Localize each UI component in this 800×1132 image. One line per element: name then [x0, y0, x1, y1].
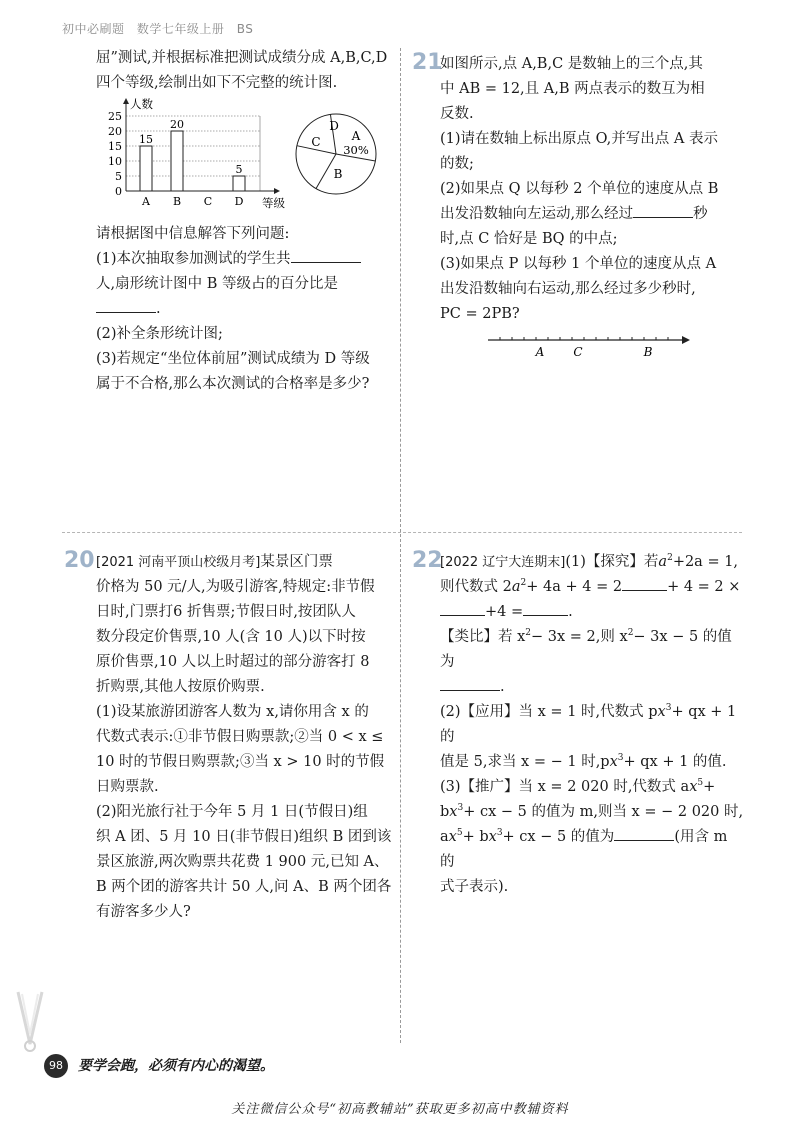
footer-ad: 关注微信公众号“初高教辅站”获取更多初高中教辅资料: [231, 1102, 569, 1117]
column-divider: [400, 48, 401, 1043]
q21-line1: 如图所示,点 A,B,C 是数轴上的三个点,其: [440, 56, 703, 72]
bar-chart-bar: [140, 146, 152, 191]
page-number: 98: [44, 1054, 68, 1078]
q21-part3-line1: (3)如果点 P 以每秒 1 个单位的速度从点 A: [440, 256, 717, 272]
q19-questions: [96, 222, 396, 397]
q20-line1: [2021 河南平顶山校级月考]某景区门票: [96, 554, 333, 570]
tweezers-decoration-icon: [14, 990, 48, 1054]
q20-part1-line4: 日购票款.: [96, 779, 159, 795]
bar-chart-value-label: 20: [170, 118, 184, 131]
question-21: [440, 52, 740, 327]
q19-part1-line2: 人,扇形统计图中 B 等级占的百分比是: [96, 276, 338, 292]
q21-line2: 中 AB = 12,且 A,B 两点表示的数互为相: [440, 81, 705, 97]
q22-line3: +4 = .: [440, 600, 744, 625]
q21-part2-line2: 出发沿数轴向左运动,那么经过 秒: [440, 202, 740, 227]
q20-part1-line1: (1)设某旅游团游客人数为 x,请你用含 x 的: [96, 704, 369, 720]
q22-blank-5[interactable]: [614, 826, 674, 841]
question-20: [96, 550, 398, 925]
q22-blank-2[interactable]: [440, 601, 485, 616]
bar-chart-ytick-label: 20: [108, 125, 122, 138]
q19-part1-line1: (1)本次抽取参加测试的学生共: [96, 247, 396, 272]
q22-line2: 则代数式 $2a^2+ 4a + 4 = 2 + 4 = 2$ ×: [440, 575, 744, 600]
q19-prompt: 请根据图中信息解答下列问题:: [96, 226, 290, 242]
pie-chart-slice-label: C: [311, 135, 321, 149]
q19-part1-line3: .: [96, 297, 396, 322]
bar-chart-x-arrow: [274, 188, 280, 194]
numberline-label-c: C: [573, 345, 583, 359]
q22-blank-1[interactable]: [622, 576, 667, 591]
q20-line4: 数分段定价售票,10 人(含 10 人)以下时按: [96, 629, 366, 645]
q22-line10: $ax^5+ bx^3+$ cx − 5 的值为 (用含 m 的: [440, 825, 744, 875]
q22-line5: .: [440, 675, 744, 700]
bar-chart: [96, 96, 296, 212]
q19-answer-blank-2[interactable]: [96, 298, 156, 313]
bar-chart-ytick-label: 15: [108, 140, 122, 153]
q19-answer-blank-1[interactable]: [291, 248, 361, 263]
bar-chart-xlabel: 等级: [262, 196, 285, 210]
bar-chart-category-label: B: [172, 195, 182, 208]
bar-chart-ylabel: 人数: [130, 97, 153, 111]
q22-line9: $bx^3+$ cx − 5 的值为 m,则当 x = − 2 020 时,: [440, 803, 744, 820]
q20-part2-line4: B 两个团的游客共计 50 人,问 A、B 两个团各: [96, 879, 392, 895]
q20-part2-line3: 景区旅游,两次购票共花费 1 900 元,已知 A、: [96, 854, 389, 870]
q22-number: 22: [412, 548, 443, 573]
row-divider: [62, 532, 742, 533]
q20-line2: 价格为 50 元/人,为吸引游客,特规定:非节假: [96, 579, 375, 595]
q22-line6: (2)【应用】当 x = 1 时,代数式 $px^3+$ qx + 1 的: [440, 703, 737, 745]
q22-blank-4[interactable]: [440, 676, 500, 691]
bar-chart-bar: [171, 131, 183, 191]
q19-part3-line1: (3)若规定“坐位体前屈”测试成绩为 D 等级: [96, 351, 370, 367]
q20-part1-line2: 代数式表示:①非节假日购票款;②当 0 < x ≤: [96, 729, 384, 745]
q22-line11: 式子表示).: [440, 879, 509, 895]
bar-chart-category-label: C: [203, 195, 213, 208]
q22-line8: (3)【推广】当 x = 2 020 时,代数式 $ax^5+$: [440, 778, 716, 795]
bar-chart-category-label: A: [142, 195, 150, 208]
q20-line6: 折购票,其他人按原价购票.: [96, 679, 265, 695]
page-header: [62, 20, 261, 37]
q19-part3-line2: 属于不合格,那么本次测试的合格率是多少?: [96, 376, 370, 392]
q20-part2-line5: 有游客多少人?: [96, 904, 191, 920]
edition-label: BS: [236, 22, 254, 36]
q20-source: [2021 河南平顶山校级月考]: [96, 555, 261, 570]
q22-line4: 【类比】若 $x^2- 3x = 2$,则 $x^2- 3x - 5$ 的值为: [440, 628, 732, 670]
subject-title: 数学七年级上册: [136, 22, 225, 36]
q20-part1-line3: 10 时的节假日购票款;③当 x > 10 时的节假: [96, 754, 385, 770]
q21-part1-line2: 的数;: [440, 156, 474, 172]
numberline-label-a: A: [535, 345, 545, 359]
q21-part1-line1: (1)请在数轴上标出原点 O,并写出点 A 表示: [440, 131, 718, 147]
q20-part2-line2: 织 A 团、5 月 10 日(非节假日)组织 B 团到该: [96, 829, 392, 845]
q22-line1: [2022 辽宁大连期末](1)【探究】若$a^2+2a = 1$,: [440, 553, 739, 570]
book-title: 初中必刷题: [62, 22, 125, 36]
q21-part3-line3: PC = 2PB?: [440, 306, 520, 322]
bar-chart-y-arrow: [123, 98, 129, 104]
q20-line3: 日时,门票打6 折售票;节假日时,按团队人: [96, 604, 356, 620]
q19-intro-2: 四个等级,绘制出如下不完整的统计图.: [96, 75, 338, 91]
q20-line5: 原价售票,10 人以上时超过的部分游客打 8: [96, 654, 370, 670]
q21-number: 21: [412, 50, 443, 75]
q21-part3-line2: 出发沿数轴向右运动,那么经过多少秒时,: [440, 281, 696, 297]
question-19: [96, 46, 396, 96]
q22-line7: 值是 5,求当 x = − 1 时$,px^3+$ qx + 1 的值.: [440, 753, 727, 770]
pie-chart-slice-percent: 30%: [343, 143, 369, 157]
bar-chart-value-label: 15: [139, 133, 153, 146]
q22-blank-3[interactable]: [523, 601, 568, 616]
q21-part2-line3: 时,点 C 恰好是 BQ 的中点;: [440, 231, 618, 247]
bar-chart-category-label: D: [234, 195, 244, 208]
q21-line3: 反数.: [440, 106, 474, 122]
q19-intro-1: 屈”测试,并根据标准把测试成绩分成 A,B,C,D: [96, 50, 388, 66]
footer-motto: 要学会跑，必须有内心的渴望。: [78, 1058, 274, 1074]
q21-part2-line1: (2)如果点 Q 以每秒 2 个单位的速度从点 B: [440, 181, 719, 197]
q20-part2-line1: (2)阳光旅行社于今年 5 月 1 日(节假日)组: [96, 804, 368, 820]
bar-chart-ytick-label: 25: [108, 110, 122, 123]
number-line: [486, 330, 692, 360]
bar-chart-value-label: 5: [235, 163, 243, 176]
q19-part2: (2)补全条形统计图;: [96, 326, 223, 342]
bar-chart-ytick-label: 10: [108, 155, 122, 168]
q21-answer-blank[interactable]: [633, 203, 693, 218]
q22-source: [2022 辽宁大连期末]: [440, 555, 566, 570]
pie-chart-slice-label: A: [351, 129, 361, 143]
numberline-label-b: B: [643, 345, 653, 359]
pie-chart: [292, 104, 382, 202]
pie-chart-slice-label: D: [329, 119, 339, 133]
bar-chart-ytick-label: 0: [115, 185, 122, 198]
question-22: [440, 550, 744, 900]
bar-chart-ytick-label: 5: [115, 170, 122, 183]
q20-number: 20: [64, 548, 95, 573]
bar-chart-bar: [233, 176, 245, 191]
pie-chart-slice-label: B: [333, 167, 343, 181]
